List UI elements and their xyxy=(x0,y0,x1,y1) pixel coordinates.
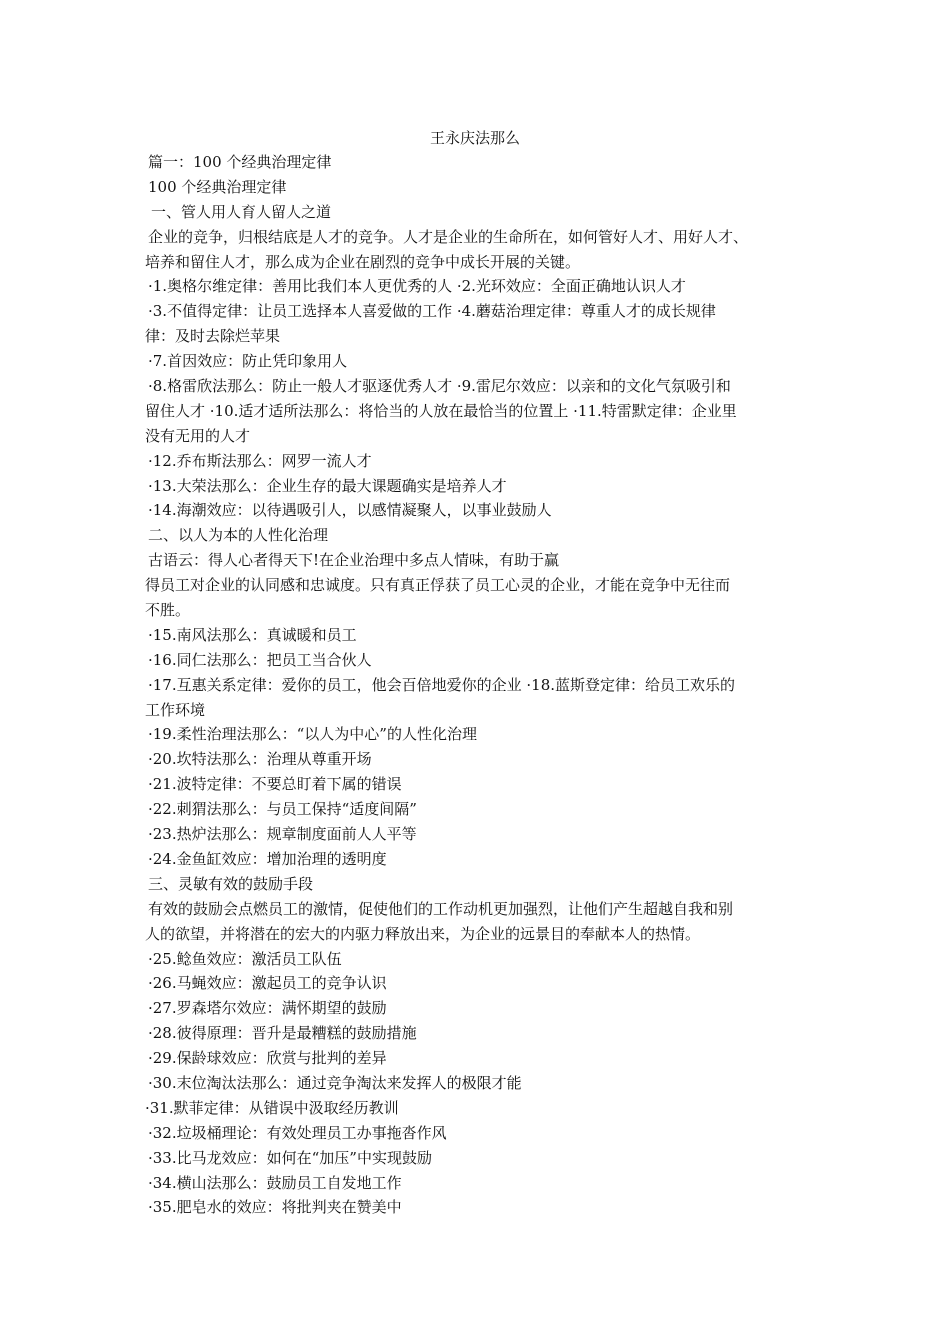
list-item-continuation: 工作环境 xyxy=(145,700,206,719)
list-item: ·22.刺猬法那么：与员工保持“适度间隔” xyxy=(148,800,417,819)
list-item: ·29.保龄球效应：欣赏与批判的差异 xyxy=(148,1049,387,1068)
document-body xyxy=(145,150,825,1220)
paragraph-line: 得员工对企业的认同感和忠诚度。只有真正俘获了员工心灵的企业，才能在竞争中无往而 xyxy=(145,576,731,595)
list-item: ·26.马蝇效应：激起员工的竞争认识 xyxy=(148,974,387,993)
section-heading: 一、管人用人育人留人之道 xyxy=(151,202,332,221)
list-item: ·1.奥格尔维定律：善用比我们本人更优秀的人 ·2.光环效应：全面正确地认识人才 xyxy=(148,277,686,296)
list-item: ·32.垃圾桶理论：有效处理员工办事拖沓作风 xyxy=(148,1123,447,1142)
paragraph-line: 企业的竞争，归根结底是人才的竞争。人才是企业的生命所在，如何管好人才、用好人才、 xyxy=(148,227,749,246)
document-title: 王永庆法那么 xyxy=(429,129,520,147)
list-item: ·28.彼得原理：晋升是最糟糕的鼓励措施 xyxy=(148,1024,417,1043)
list-item: ·31.默菲定律：从错误中汲取经历教训 xyxy=(145,1098,399,1117)
list-item: ·13.大荣法那么：企业生存的最大课题确实是培养人才 xyxy=(148,476,507,495)
chapter-heading: 篇一：100 个经典治理定律 xyxy=(148,153,332,171)
list-item: ·35.肥皂水的效应：将批判夹在赞美中 xyxy=(148,1198,402,1217)
paragraph-line: 古语云：得人心者得天下!在企业治理中多点人情味，有助于赢 xyxy=(148,551,560,570)
list-item: ·23.热炉法那么：规章制度面前人人平等 xyxy=(148,825,417,844)
list-item: ·34.横山法那么：鼓励员工自发地工作 xyxy=(148,1173,402,1192)
list-item: ·25.鲶鱼效应：激活员工队伍 xyxy=(148,949,342,968)
list-item: ·17.互惠关系定律：爱你的员工，他会百倍地爱你的企业 ·18.蓝斯登定律：给员工欢乐的 xyxy=(148,675,736,694)
list-item: ·16.同仁法那么：把员工当合伙人 xyxy=(148,650,372,669)
list-item-continuation: 留住人才 ·10.适才适所法那么：将恰当的人放在最恰当的位置上 ·11.特雷默定律：企业里 xyxy=(145,401,737,420)
paragraph-line: 有效的鼓励会点燃员工的激情，促使他们的工作动机更加强烈，让他们产生超越自我和别 xyxy=(148,899,734,918)
list-item: ·20.坎特法那么：治理从尊重开场 xyxy=(148,750,372,769)
list-item: ·3.不值得定律：让员工选择本人喜爱做的工作 ·4.蘑菇治理定律：尊重人才的成长规律 xyxy=(148,302,716,321)
list-item: ·21.波特定律：不要总盯着下属的错误 xyxy=(148,775,402,794)
list-item: ·14.海潮效应：以待遇吸引人，以感情凝聚人，以事业鼓励人 xyxy=(148,501,552,520)
list-item: ·15.南风法那么：真诚暖和员工 xyxy=(148,625,357,644)
list-item: ·7.首因效应：防止凭印象用人 xyxy=(148,352,348,371)
section-heading: 二、以人为本的人性化治理 xyxy=(148,526,329,545)
list-item: ·12.乔布斯法那么：网罗一流人才 xyxy=(148,451,372,470)
section-heading: 三、灵敏有效的鼓励手段 xyxy=(148,874,314,893)
paragraph-line: 培养和留住人才，那么成为企业在剧烈的竞争中成长开展的关键。 xyxy=(145,252,581,271)
list-item-continuation: 没有无用的人才 xyxy=(145,426,251,445)
paragraph-line: 不胜。 xyxy=(145,601,191,620)
list-item: ·30.末位淘汰法那么：通过竞争淘汰来发挥人的极限才能 xyxy=(148,1073,522,1092)
list-item: ·33.比马龙效应：如何在“加压”中实现鼓励 xyxy=(148,1148,432,1167)
list-item: ·27.罗森塔尔效应：满怀期望的鼓励 xyxy=(148,999,387,1018)
list-item: ·24.金鱼缸效应：增加治理的透明度 xyxy=(148,849,387,868)
section-title: 100 个经典治理定律 xyxy=(148,177,287,196)
list-item: ·19.柔性治理法那么：“以人为中心”的人性化治理 xyxy=(148,725,477,744)
paragraph-line: 人的欲望，并将潜在的宏大的内驱力释放出来，为企业的远景目的奉献本人的热情。 xyxy=(145,924,701,943)
list-item-continuation: 律：及时去除烂苹果 xyxy=(145,327,281,346)
list-item: ·8.格雷欣法那么：防止一般人才驱逐优秀人才 ·9.雷尼尔效应：以亲和的文化气氛吸引和 xyxy=(148,377,731,396)
